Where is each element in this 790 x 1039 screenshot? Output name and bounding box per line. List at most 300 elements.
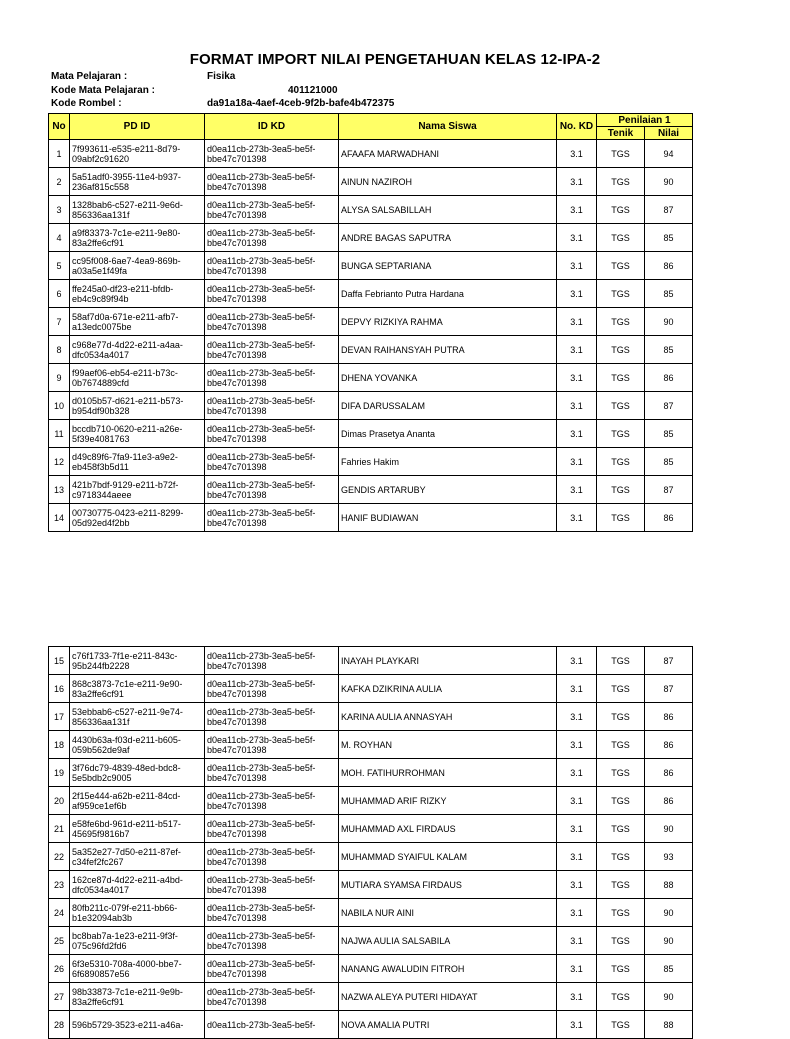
teknik-cell: TGS <box>597 448 645 476</box>
id-kd-cell <box>205 308 339 336</box>
teknik-cell: TGS <box>597 731 645 759</box>
teknik-cell: TGS <box>597 504 645 532</box>
row-no: 18 <box>49 731 70 759</box>
pd-id-line-1: c968e77d-4d22-e211-a4aa- <box>72 339 183 350</box>
no-kd-cell: 3.1 <box>557 703 597 731</box>
no-kd-cell: 3.1 <box>557 731 597 759</box>
nama-siswa-cell: DEPVY RIZKIYA RAHMA <box>339 308 557 336</box>
id-kd-cell <box>205 448 339 476</box>
nama-siswa-cell: NABILA NUR AINI <box>339 899 557 927</box>
row-no: 14 <box>49 504 70 532</box>
table-row <box>49 364 693 392</box>
pd-id-line-2: 95b244fb2228 <box>72 660 130 671</box>
no-kd-cell: 3.1 <box>557 927 597 955</box>
row-no: 15 <box>49 647 70 675</box>
id-kd-line-1: d0ea11cb-273b-3ea5-be5f- <box>207 818 316 829</box>
no-kd-cell: 3.1 <box>557 224 597 252</box>
nilai-cell: 86 <box>645 703 693 731</box>
header-nama-siswa: Nama Siswa <box>339 114 557 140</box>
row-no: 28 <box>49 1011 70 1039</box>
no-kd-cell: 3.1 <box>557 1011 597 1039</box>
id-kd-cell <box>205 647 339 675</box>
table-row <box>49 420 693 448</box>
id-kd-line-2: bbe47c701398 <box>207 349 267 360</box>
teknik-cell: TGS <box>597 252 645 280</box>
pd-id-cell <box>70 647 205 675</box>
no-kd-cell: 3.1 <box>557 364 597 392</box>
pd-id-line-1: f99aef06-eb54-e211-b73c- <box>72 367 178 378</box>
nilai-cell: 93 <box>645 843 693 871</box>
nilai-cell: 87 <box>645 196 693 224</box>
pd-id-line-2: 6f6890857e56 <box>72 968 130 979</box>
table-row <box>49 955 693 983</box>
id-kd-line-2: bbe47c701398 <box>207 265 267 276</box>
nama-siswa-cell: NANANG AWALUDIN FITROH <box>339 955 557 983</box>
nama-siswa-cell: MUHAMMAD ARIF RIZKY <box>339 787 557 815</box>
id-kd-cell <box>205 224 339 252</box>
pd-id-line-2: 856336aa131f <box>72 716 130 727</box>
id-kd-line-1: d0ea11cb-273b-3ea5-be5f- <box>207 283 316 294</box>
id-kd-line-1: d0ea11cb-273b-3ea5-be5f- <box>207 790 316 801</box>
pd-id-line-2: 45695f9816b7 <box>72 828 130 839</box>
no-kd-cell: 3.1 <box>557 955 597 983</box>
pd-id-cell <box>70 252 205 280</box>
pd-id-line-2: af959ce1ef6b <box>72 800 127 811</box>
id-kd-line-2: bbe47c701398 <box>207 461 267 472</box>
nilai-cell: 90 <box>645 308 693 336</box>
pd-id-line-1: d0105b57-d621-e211-b573- <box>72 395 184 406</box>
id-kd-line-1: d0ea11cb-273b-3ea5-be5f- <box>207 395 316 406</box>
id-kd-cell <box>205 703 339 731</box>
pd-id-cell <box>70 392 205 420</box>
id-kd-line-1: d0ea11cb-273b-3ea5-be5f- <box>207 1019 316 1030</box>
pd-id-line-1: 58af7d0a-671e-e211-afb7- <box>72 311 179 322</box>
id-kd-line-2: bbe47c701398 <box>207 828 267 839</box>
rombel-value: da91a18a-4aef-4ceb-9f2b-bafe4b472375 <box>207 98 395 109</box>
pd-id-line-2: 856336aa131f <box>72 209 130 220</box>
pd-id-cell <box>70 420 205 448</box>
id-kd-line-1: d0ea11cb-273b-3ea5-be5f- <box>207 311 316 322</box>
id-kd-cell <box>205 983 339 1011</box>
id-kd-cell <box>205 196 339 224</box>
pd-id-cell <box>70 448 205 476</box>
pd-id-cell <box>70 983 205 1011</box>
pd-id-line-1: 421b7bdf-9129-e211-b72f- <box>72 479 179 490</box>
nilai-cell: 85 <box>645 336 693 364</box>
pd-id-line-2: c34fef2fc267 <box>72 856 124 867</box>
header-no-kd: No. KD <box>557 114 597 140</box>
nilai-cell: 86 <box>645 252 693 280</box>
id-kd-cell <box>205 420 339 448</box>
teknik-cell: TGS <box>597 308 645 336</box>
id-kd-cell <box>205 476 339 504</box>
id-kd-line-2: bbe47c701398 <box>207 209 267 220</box>
nama-siswa-cell: DEVAN RAIHANSYAH PUTRA <box>339 336 557 364</box>
nama-siswa-cell: NAZWA ALEYA PUTERI HIDAYAT <box>339 983 557 1011</box>
table-row <box>49 252 693 280</box>
teknik-cell: TGS <box>597 168 645 196</box>
table-row <box>49 731 693 759</box>
nilai-table-page-2 <box>48 646 693 1039</box>
id-kd-line-2: bbe47c701398 <box>207 660 267 671</box>
row-no: 7 <box>49 308 70 336</box>
nilai-cell: 90 <box>645 815 693 843</box>
row-no: 26 <box>49 955 70 983</box>
teknik-cell: TGS <box>597 280 645 308</box>
table-row <box>49 280 693 308</box>
pd-id-line-1: 162ce87d-4d22-e211-a4bd- <box>72 874 183 885</box>
teknik-cell: TGS <box>597 675 645 703</box>
pd-id-line-2: 05d92ed4f2bb <box>72 517 130 528</box>
pd-id-cell <box>70 815 205 843</box>
nilai-cell: 90 <box>645 983 693 1011</box>
nilai-cell: 86 <box>645 759 693 787</box>
pd-id-line-2: 09abf2c91620 <box>72 153 130 164</box>
no-kd-cell: 3.1 <box>557 843 597 871</box>
page-title: FORMAT IMPORT NILAI PENGETAHUAN KELAS 12-IPA-2 <box>189 51 601 68</box>
nama-siswa-cell: AINUN NAZIROH <box>339 168 557 196</box>
id-kd-line-1: d0ea11cb-273b-3ea5-be5f- <box>207 846 316 857</box>
id-kd-line-2: bbe47c701398 <box>207 321 267 332</box>
pd-id-line-1: cc95f008-6ae7-4ea9-869b- <box>72 255 181 266</box>
nilai-table-page-1 <box>48 113 693 532</box>
id-kd-cell <box>205 871 339 899</box>
id-kd-cell <box>205 364 339 392</box>
id-kd-cell <box>205 392 339 420</box>
id-kd-line-2: bbe47c701398 <box>207 800 267 811</box>
pd-id-cell <box>70 476 205 504</box>
pd-id-cell <box>70 280 205 308</box>
mapel-label: Mata Pelajaran : <box>51 71 128 82</box>
row-no: 6 <box>49 280 70 308</box>
id-kd-cell <box>205 955 339 983</box>
nama-siswa-cell: KARINA AULIA ANNASYAH <box>339 703 557 731</box>
no-kd-cell: 3.1 <box>557 983 597 1011</box>
nama-siswa-cell: KAFKA DZIKRINA AULIA <box>339 675 557 703</box>
id-kd-line-2: bbe47c701398 <box>207 688 267 699</box>
teknik-cell: TGS <box>597 955 645 983</box>
id-kd-line-2: bbe47c701398 <box>207 517 267 528</box>
id-kd-line-1: d0ea11cb-273b-3ea5-be5f- <box>207 339 316 350</box>
pd-id-cell <box>70 731 205 759</box>
id-kd-cell <box>205 731 339 759</box>
pd-id-line-1: 596b5729-3523-e211-a46a- <box>72 1019 184 1030</box>
table-row <box>49 196 693 224</box>
id-kd-cell <box>205 843 339 871</box>
header-nilai: Nilai <box>645 127 693 140</box>
kode-mapel-value: 401121000 <box>288 85 338 96</box>
id-kd-line-2: bbe47c701398 <box>207 433 267 444</box>
id-kd-line-2: bbe47c701398 <box>207 940 267 951</box>
header-penilaian: Penilaian 1 <box>597 114 693 127</box>
teknik-cell: TGS <box>597 843 645 871</box>
no-kd-cell: 3.1 <box>557 420 597 448</box>
pd-id-line-1: 5a352e27-7d50-e211-87ef- <box>72 846 181 857</box>
nama-siswa-cell: Fahries Hakim <box>339 448 557 476</box>
teknik-cell: TGS <box>597 815 645 843</box>
no-kd-cell: 3.1 <box>557 196 597 224</box>
table-row <box>49 504 693 532</box>
no-kd-cell: 3.1 <box>557 336 597 364</box>
header-id-kd: ID KD <box>205 114 339 140</box>
nilai-cell: 94 <box>645 140 693 168</box>
nilai-cell: 86 <box>645 787 693 815</box>
id-kd-cell <box>205 280 339 308</box>
row-no: 3 <box>49 196 70 224</box>
teknik-cell: TGS <box>597 364 645 392</box>
row-no: 27 <box>49 983 70 1011</box>
table-row <box>49 871 693 899</box>
id-kd-line-2: bbe47c701398 <box>207 153 267 164</box>
pd-id-line-1: bc8bab7a-1e23-e211-9f3f- <box>72 930 178 941</box>
id-kd-line-1: d0ea11cb-273b-3ea5-be5f- <box>207 874 316 885</box>
id-kd-line-1: d0ea11cb-273b-3ea5-be5f- <box>207 930 316 941</box>
nama-siswa-cell: MUHAMMAD SYAIFUL KALAM <box>339 843 557 871</box>
nama-siswa-cell: MUTIARA SYAMSA FIRDAUS <box>339 871 557 899</box>
id-kd-cell <box>205 787 339 815</box>
row-no: 4 <box>49 224 70 252</box>
pd-id-line-1: 1328bab6-c527-e211-9e6d- <box>72 199 183 210</box>
no-kd-cell: 3.1 <box>557 280 597 308</box>
nilai-cell: 90 <box>645 899 693 927</box>
teknik-cell: TGS <box>597 759 645 787</box>
pd-id-line-1: 3f76dc79-4839-48ed-bdc8- <box>72 762 181 773</box>
nama-siswa-cell: ANDRE BAGAS SAPUTRA <box>339 224 557 252</box>
pd-id-cell <box>70 224 205 252</box>
pd-id-line-1: 98b33873-7c1e-e211-9e9b- <box>72 986 183 997</box>
id-kd-line-1: d0ea11cb-273b-3ea5-be5f- <box>207 171 316 182</box>
teknik-cell: TGS <box>597 899 645 927</box>
row-no: 20 <box>49 787 70 815</box>
id-kd-line-2: bbe47c701398 <box>207 181 267 192</box>
no-kd-cell: 3.1 <box>557 759 597 787</box>
nilai-cell: 87 <box>645 647 693 675</box>
no-kd-cell: 3.1 <box>557 504 597 532</box>
no-kd-cell: 3.1 <box>557 787 597 815</box>
pd-id-line-2: dfc0534a4017 <box>72 349 130 360</box>
pd-id-line-2: a03a5e1f49fa <box>72 265 128 276</box>
pd-id-line-2: b1e32094ab3b <box>72 912 133 923</box>
id-kd-cell <box>205 252 339 280</box>
no-kd-cell: 3.1 <box>557 252 597 280</box>
row-no: 16 <box>49 675 70 703</box>
row-no: 22 <box>49 843 70 871</box>
row-no: 5 <box>49 252 70 280</box>
pd-id-cell <box>70 168 205 196</box>
id-kd-line-1: d0ea11cb-273b-3ea5-be5f- <box>207 227 316 238</box>
pd-id-cell <box>70 759 205 787</box>
row-no: 17 <box>49 703 70 731</box>
nilai-cell: 87 <box>645 392 693 420</box>
table-row <box>49 927 693 955</box>
teknik-cell: TGS <box>597 647 645 675</box>
row-no: 23 <box>49 871 70 899</box>
pd-id-cell <box>70 196 205 224</box>
table-row <box>49 675 693 703</box>
pd-id-cell <box>70 308 205 336</box>
table-row <box>49 308 693 336</box>
pd-id-line-1: ffe245a0-df23-e211-bfdb- <box>72 283 174 294</box>
mapel-value: Fisika <box>207 71 236 82</box>
id-kd-line-2: bbe47c701398 <box>207 968 267 979</box>
pd-id-cell <box>70 871 205 899</box>
nama-siswa-cell: AFAAFA MARWADHANI <box>339 140 557 168</box>
id-kd-line-1: d0ea11cb-273b-3ea5-be5f- <box>207 255 316 266</box>
teknik-cell: TGS <box>597 1011 645 1039</box>
nilai-cell: 88 <box>645 1011 693 1039</box>
pd-id-cell <box>70 1011 205 1039</box>
nama-siswa-cell: MOH. FATIHURROHMAN <box>339 759 557 787</box>
pd-id-cell <box>70 927 205 955</box>
pd-id-line-1: e58fe6bd-961d-e211-b517- <box>72 818 181 829</box>
teknik-cell: TGS <box>597 420 645 448</box>
id-kd-line-2: bbe47c701398 <box>207 996 267 1007</box>
table-row <box>49 787 693 815</box>
id-kd-cell <box>205 140 339 168</box>
id-kd-cell <box>205 927 339 955</box>
id-kd-line-2: bbe47c701398 <box>207 405 267 416</box>
nama-siswa-cell: DIFA DARUSSALAM <box>339 392 557 420</box>
nilai-cell: 87 <box>645 675 693 703</box>
pd-id-cell <box>70 675 205 703</box>
row-no: 10 <box>49 392 70 420</box>
pd-id-line-2: 059b562de9af <box>72 744 130 755</box>
nama-siswa-cell: NAJWA AULIA SALSABILA <box>339 927 557 955</box>
pd-id-cell <box>70 364 205 392</box>
no-kd-cell: 3.1 <box>557 392 597 420</box>
row-no: 25 <box>49 927 70 955</box>
no-kd-cell: 3.1 <box>557 815 597 843</box>
id-kd-line-2: bbe47c701398 <box>207 744 267 755</box>
table-row <box>49 843 693 871</box>
table-row <box>49 168 693 196</box>
row-no: 8 <box>49 336 70 364</box>
pd-id-line-1: 00730775-0423-e211-8299- <box>72 507 184 518</box>
table-row <box>49 392 693 420</box>
id-kd-line-2: bbe47c701398 <box>207 237 267 248</box>
table-row <box>49 899 693 927</box>
row-no: 1 <box>49 140 70 168</box>
pd-id-line-1: 6f3e5310-708a-4000-bbe7- <box>72 958 182 969</box>
id-kd-line-2: bbe47c701398 <box>207 772 267 783</box>
id-kd-line-2: bbe47c701398 <box>207 716 267 727</box>
id-kd-line-1: d0ea11cb-273b-3ea5-be5f- <box>207 706 316 717</box>
id-kd-cell <box>205 1011 339 1039</box>
pd-id-line-1: 7f993611-e535-e211-8d79- <box>72 143 181 154</box>
header-no: No <box>49 114 70 140</box>
no-kd-cell: 3.1 <box>557 899 597 927</box>
table-row <box>49 336 693 364</box>
id-kd-line-2: bbe47c701398 <box>207 293 267 304</box>
pd-id-line-1: bccdb710-0620-e211-a26e- <box>72 423 183 434</box>
teknik-cell: TGS <box>597 224 645 252</box>
teknik-cell: TGS <box>597 927 645 955</box>
teknik-cell: TGS <box>597 476 645 504</box>
nilai-cell: 85 <box>645 448 693 476</box>
id-kd-cell <box>205 815 339 843</box>
teknik-cell: TGS <box>597 983 645 1011</box>
teknik-cell: TGS <box>597 787 645 815</box>
pd-id-cell <box>70 140 205 168</box>
nilai-cell: 87 <box>645 476 693 504</box>
id-kd-line-1: d0ea11cb-273b-3ea5-be5f- <box>207 479 316 490</box>
nama-siswa-cell: M. ROYHAN <box>339 731 557 759</box>
nama-siswa-cell: Daffa Febrianto Putra Hardana <box>339 280 557 308</box>
teknik-cell: TGS <box>597 703 645 731</box>
table-row <box>49 703 693 731</box>
no-kd-cell: 3.1 <box>557 871 597 899</box>
pd-id-line-2: c9718344aeee <box>72 489 132 500</box>
id-kd-line-1: d0ea11cb-273b-3ea5-be5f- <box>207 762 316 773</box>
nama-siswa-cell: GENDIS ARTARUBY <box>339 476 557 504</box>
pd-id-line-2: 5e5bdb2c9005 <box>72 772 132 783</box>
id-kd-line-2: bbe47c701398 <box>207 912 267 923</box>
nilai-cell: 85 <box>645 224 693 252</box>
id-kd-line-1: d0ea11cb-273b-3ea5-be5f- <box>207 143 316 154</box>
id-kd-line-2: bbe47c701398 <box>207 489 267 500</box>
id-kd-line-1: d0ea11cb-273b-3ea5-be5f- <box>207 199 316 210</box>
row-no: 12 <box>49 448 70 476</box>
id-kd-line-1: d0ea11cb-273b-3ea5-be5f- <box>207 451 316 462</box>
no-kd-cell: 3.1 <box>557 476 597 504</box>
row-no: 2 <box>49 168 70 196</box>
id-kd-cell <box>205 336 339 364</box>
teknik-cell: TGS <box>597 392 645 420</box>
pd-id-line-1: d49c89f6-7fa9-11e3-a9e2- <box>72 451 178 462</box>
no-kd-cell: 3.1 <box>557 647 597 675</box>
row-no: 9 <box>49 364 70 392</box>
nama-siswa-cell: INAYAH PLAYKARI <box>339 647 557 675</box>
id-kd-cell <box>205 675 339 703</box>
id-kd-line-1: d0ea11cb-273b-3ea5-be5f- <box>207 902 316 913</box>
pd-id-line-2: b954df90b328 <box>72 405 130 416</box>
nilai-cell: 86 <box>645 731 693 759</box>
id-kd-cell <box>205 168 339 196</box>
no-kd-cell: 3.1 <box>557 140 597 168</box>
no-kd-cell: 3.1 <box>557 448 597 476</box>
table-row <box>49 1011 693 1039</box>
pd-id-line-1: 5a51adf0-3955-11e4-b937- <box>72 171 181 182</box>
pd-id-line-1: 2f15e444-a62b-e211-84cd- <box>72 790 181 801</box>
pd-id-line-2: eb458f3b5d11 <box>72 461 129 472</box>
rombel-label: Kode Rombel : <box>51 98 122 109</box>
table-row <box>49 140 693 168</box>
teknik-cell: TGS <box>597 196 645 224</box>
teknik-cell: TGS <box>597 140 645 168</box>
nama-siswa-cell: Dimas Prasetya Ananta <box>339 420 557 448</box>
pd-id-cell <box>70 787 205 815</box>
pd-id-line-2: 83a2ffe6cf91 <box>72 688 124 699</box>
row-no: 11 <box>49 420 70 448</box>
no-kd-cell: 3.1 <box>557 308 597 336</box>
header-teknik: Tenik <box>597 127 645 140</box>
nama-siswa-cell: BUNGA SEPTARIANA <box>339 252 557 280</box>
pd-id-cell <box>70 504 205 532</box>
table-row <box>49 983 693 1011</box>
no-kd-cell: 3.1 <box>557 675 597 703</box>
id-kd-line-1: d0ea11cb-273b-3ea5-be5f- <box>207 507 316 518</box>
id-kd-line-1: d0ea11cb-273b-3ea5-be5f- <box>207 650 316 661</box>
id-kd-cell <box>205 504 339 532</box>
table-row <box>49 224 693 252</box>
nama-siswa-cell: MUHAMMAD AXL FIRDAUS <box>339 815 557 843</box>
pd-id-line-1: 53ebbab6-c527-e211-9e74- <box>72 706 183 717</box>
nilai-cell: 86 <box>645 364 693 392</box>
teknik-cell: TGS <box>597 336 645 364</box>
table-row <box>49 647 693 675</box>
row-no: 19 <box>49 759 70 787</box>
pd-id-line-2: 5f39e4081763 <box>72 433 130 444</box>
